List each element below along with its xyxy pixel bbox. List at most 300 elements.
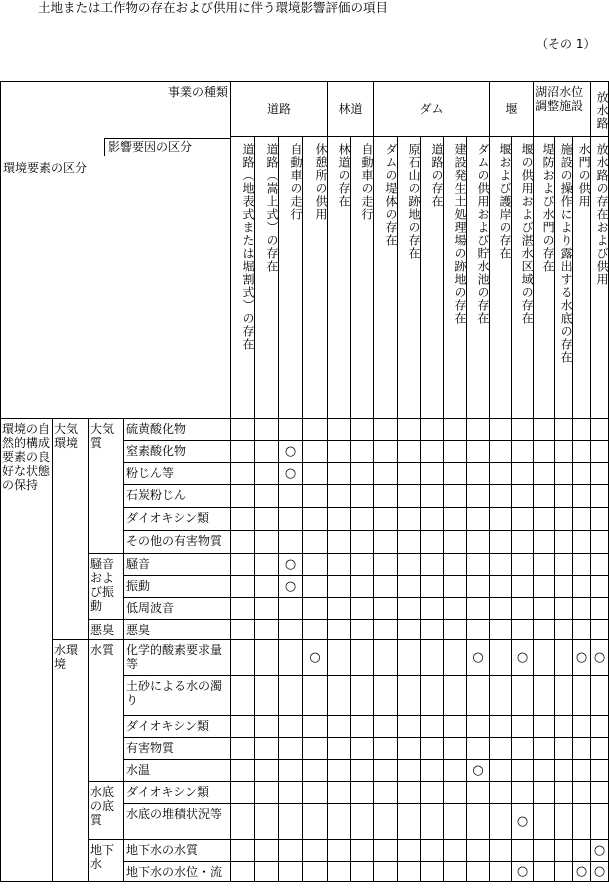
column-header-11: 堰および護岸の存在: [490, 137, 512, 419]
cell-r11-c5: [351, 676, 374, 716]
cell-r1-c1: [255, 441, 279, 463]
cell-r14-c2: [279, 760, 303, 782]
cell-r11-c15: [573, 676, 591, 716]
item-label: 水底の堆積状況等: [124, 804, 231, 840]
cell-r1-c6: [374, 441, 398, 463]
cell-r13-c1: [255, 738, 279, 760]
cell-r0-c8: [421, 419, 444, 441]
cell-r17-c11: [490, 840, 512, 862]
column-header-9: 建設発生土処理場の跡地の存在: [444, 137, 467, 419]
cell-r6-c8: [421, 554, 444, 576]
assessment-mark: ○: [591, 840, 609, 862]
cell-r1-c9: [444, 441, 467, 463]
cell-r16-c11: [490, 804, 512, 840]
group-forest-road: 林道: [328, 82, 374, 137]
cell-r2-c3: [303, 463, 328, 485]
cell-r7-c12: [512, 576, 534, 598]
assessment-mark: ○: [303, 640, 328, 676]
cell-r1-c4: [328, 441, 351, 463]
cell-r0-c16: [591, 419, 609, 441]
item-label: 地下水の水質: [124, 840, 231, 862]
cell-r14-c4: [328, 760, 351, 782]
cell-r5-c5: [351, 531, 374, 554]
cell-r3-c16: [591, 485, 609, 508]
cell-r12-c16: [591, 716, 609, 738]
cell-r12-c13: [534, 716, 555, 738]
cell-r18-c10: [467, 862, 490, 882]
cell-r2-c8: [421, 463, 444, 485]
cell-r3-c12: [512, 485, 534, 508]
cell-r17-c13: [534, 840, 555, 862]
cell-r16-c3: [303, 804, 328, 840]
column-header-1: 道路（嵩上式）の存在: [255, 137, 279, 419]
page-title: 土地または工作物の存在および供用に伴う環境影響評価の項目: [38, 0, 389, 15]
assessment-mark: ○: [591, 640, 609, 676]
env-label: 環境要素の区分: [3, 161, 88, 175]
table-row: [1, 840, 609, 862]
cell-r16-c4: [328, 804, 351, 840]
item-label: 土砂による水の濁り: [124, 676, 231, 716]
cell-r9-c8: [421, 620, 444, 640]
category-water-env: 水環境: [53, 640, 89, 882]
cell-r1-c13: [534, 441, 555, 463]
cell-r1-c7: [398, 441, 421, 463]
cell-r8-c14: [555, 598, 573, 620]
cell-r3-c15: [573, 485, 591, 508]
column-header-12: 堰の供用および湛水区域の存在: [512, 137, 534, 419]
cell-r1-c8: [421, 441, 444, 463]
cell-r7-c16: [591, 576, 609, 598]
cell-r9-c5: [351, 620, 374, 640]
cell-r5-c11: [490, 531, 512, 554]
cell-r0-c13: [534, 419, 555, 441]
cell-r11-c14: [555, 676, 573, 716]
cell-r18-c13: [534, 862, 555, 882]
cell-r9-c7: [398, 620, 421, 640]
item-label: 水温: [124, 760, 231, 782]
cell-r2-c1: [255, 463, 279, 485]
cell-r10-c7: [398, 640, 421, 676]
cell-r14-c9: [444, 760, 467, 782]
item-label: 粉じん等: [124, 463, 231, 485]
cell-r0-c9: [444, 419, 467, 441]
cell-r1-c15: [573, 441, 591, 463]
cell-r15-c8: [421, 782, 444, 804]
cell-r13-c6: [374, 738, 398, 760]
cell-r12-c11: [490, 716, 512, 738]
cell-r0-c11: [490, 419, 512, 441]
cell-r9-c15: [573, 620, 591, 640]
cell-r18-c14: [555, 862, 573, 882]
item-label: ダイオキシン類: [124, 782, 231, 804]
cell-r4-c15: [573, 508, 591, 531]
cell-r15-c12: [512, 782, 534, 804]
header-diagonal-cell: [1, 82, 231, 419]
cell-r17-c14: [555, 840, 573, 862]
cell-r2-c6: [374, 463, 398, 485]
cell-r12-c2: [279, 716, 303, 738]
cell-r15-c6: [374, 782, 398, 804]
cell-r7-c3: [303, 576, 328, 598]
cell-r8-c9: [444, 598, 467, 620]
cell-r12-c10: [467, 716, 490, 738]
cell-r15-c10: [467, 782, 490, 804]
cell-r4-c14: [555, 508, 573, 531]
group-floodway: 放水路: [591, 82, 609, 137]
cell-r12-c0: [231, 716, 255, 738]
cell-r13-c10: [467, 738, 490, 760]
assessment-mark: ○: [573, 862, 591, 882]
cell-r17-c2: [279, 840, 303, 862]
cell-r10-c2: [279, 640, 303, 676]
assessment-mark: ○: [512, 640, 534, 676]
cell-r0-c2: [279, 419, 303, 441]
cell-r14-c6: [374, 760, 398, 782]
cell-r12-c12: [512, 716, 534, 738]
cell-r4-c0: [231, 508, 255, 531]
cell-r5-c16: [591, 531, 609, 554]
cell-r16-c2: [279, 804, 303, 840]
cell-r18-c0: [231, 862, 255, 882]
cell-r5-c9: [444, 531, 467, 554]
cell-r12-c6: [374, 716, 398, 738]
cell-r3-c13: [534, 485, 555, 508]
cell-r17-c7: [398, 840, 421, 862]
cell-r14-c11: [490, 760, 512, 782]
column-header-4: 林道の存在: [328, 137, 351, 419]
cell-r8-c12: [512, 598, 534, 620]
cell-r13-c11: [490, 738, 512, 760]
category-air-quality: 大気質: [89, 419, 124, 554]
cell-r11-c6: [374, 676, 398, 716]
cell-r2-c15: [573, 463, 591, 485]
assessment-mark: ○: [279, 441, 303, 463]
cell-r7-c11: [490, 576, 512, 598]
cell-r5-c0: [231, 531, 255, 554]
cell-r6-c4: [328, 554, 351, 576]
item-label: ダイオキシン類: [124, 716, 231, 738]
cell-r2-c10: [467, 463, 490, 485]
cell-r0-c5: [351, 419, 374, 441]
cell-r8-c8: [421, 598, 444, 620]
cell-r8-c15: [573, 598, 591, 620]
cell-r16-c14: [555, 804, 573, 840]
cell-r18-c9: [444, 862, 467, 882]
group-lake-facility: 湖沼水位調整施設: [534, 82, 591, 137]
column-header-5: 自動車の走行: [351, 137, 374, 419]
cell-r6-c3: [303, 554, 328, 576]
cell-r10-c13: [534, 640, 555, 676]
cell-r7-c5: [351, 576, 374, 598]
cell-r1-c11: [490, 441, 512, 463]
cell-r2-c13: [534, 463, 555, 485]
cell-r1-c12: [512, 441, 534, 463]
cell-r17-c0: [231, 840, 255, 862]
cell-r14-c1: [255, 760, 279, 782]
item-label: 悪臭: [124, 620, 231, 640]
table-row: [1, 640, 609, 676]
cell-r14-c0: [231, 760, 255, 782]
cell-r8-c0: [231, 598, 255, 620]
cell-r7-c6: [374, 576, 398, 598]
column-header-7: 原石山の跡地の存在: [398, 137, 421, 419]
cell-r16-c10: [467, 804, 490, 840]
cell-r7-c9: [444, 576, 467, 598]
cell-r5-c4: [328, 531, 351, 554]
cell-r15-c9: [444, 782, 467, 804]
cell-r6-c13: [534, 554, 555, 576]
cell-r13-c16: [591, 738, 609, 760]
item-label: ダイオキシン類: [124, 508, 231, 531]
cell-r15-c1: [255, 782, 279, 804]
cell-r15-c2: [279, 782, 303, 804]
cell-r3-c1: [255, 485, 279, 508]
cell-r3-c7: [398, 485, 421, 508]
cell-r11-c9: [444, 676, 467, 716]
assessment-mark: ○: [573, 640, 591, 676]
cell-r7-c1: [255, 576, 279, 598]
cell-r12-c5: [351, 716, 374, 738]
cell-r1-c5: [351, 441, 374, 463]
cell-r10-c8: [421, 640, 444, 676]
cell-r11-c11: [490, 676, 512, 716]
cell-r14-c13: [534, 760, 555, 782]
cell-r11-c13: [534, 676, 555, 716]
cell-r13-c3: [303, 738, 328, 760]
cell-r6-c11: [490, 554, 512, 576]
cell-r8-c4: [328, 598, 351, 620]
item-label: 有害物質: [124, 738, 231, 760]
assessment-mark: ○: [279, 463, 303, 485]
cell-r14-c3: [303, 760, 328, 782]
category-water-quality: 水質: [89, 640, 124, 782]
part-label: （その 1）: [536, 37, 596, 51]
cell-r5-c8: [421, 531, 444, 554]
cell-r15-c5: [351, 782, 374, 804]
cell-r8-c7: [398, 598, 421, 620]
cell-r3-c14: [555, 485, 573, 508]
cell-r10-c14: [555, 640, 573, 676]
cell-r9-c4: [328, 620, 351, 640]
cell-r0-c3: [303, 419, 328, 441]
cell-r11-c4: [328, 676, 351, 716]
cell-r11-c0: [231, 676, 255, 716]
cell-r16-c13: [534, 804, 555, 840]
assessment-mark: ○: [512, 862, 534, 882]
table-row: [1, 782, 609, 804]
cell-r4-c11: [490, 508, 512, 531]
cell-r2-c11: [490, 463, 512, 485]
cell-r13-c5: [351, 738, 374, 760]
cell-r15-c16: [591, 782, 609, 804]
category-odor: 悪臭: [89, 620, 124, 640]
cell-r4-c12: [512, 508, 534, 531]
cell-r18-c4: [328, 862, 351, 882]
cell-r16-c1: [255, 804, 279, 840]
item-label: 窒素酸化物: [124, 441, 231, 463]
cell-r18-c1: [255, 862, 279, 882]
cell-r14-c7: [398, 760, 421, 782]
cell-r7-c4: [328, 576, 351, 598]
column-header-2: 自動車の走行: [279, 137, 303, 419]
assessment-mark: ○: [279, 554, 303, 576]
item-label: その他の有害物質: [124, 531, 231, 554]
cell-r6-c12: [512, 554, 534, 576]
cell-r4-c8: [421, 508, 444, 531]
table-row: [1, 554, 609, 576]
cell-r9-c16: [591, 620, 609, 640]
cell-r9-c2: [279, 620, 303, 640]
item-label: 低周波音: [124, 598, 231, 620]
cell-r7-c8: [421, 576, 444, 598]
cell-r13-c7: [398, 738, 421, 760]
cell-r5-c10: [467, 531, 490, 554]
cell-r5-c14: [555, 531, 573, 554]
cell-r0-c14: [555, 419, 573, 441]
cell-r7-c0: [231, 576, 255, 598]
column-header-10: ダムの供用および貯水池の存在: [467, 137, 490, 419]
cell-r10-c0: [231, 640, 255, 676]
cell-r3-c8: [421, 485, 444, 508]
cell-r17-c8: [421, 840, 444, 862]
cell-r13-c0: [231, 738, 255, 760]
cell-r0-c7: [398, 419, 421, 441]
cell-r10-c6: [374, 640, 398, 676]
cell-r16-c7: [398, 804, 421, 840]
item-label: 石炭粉じん: [124, 485, 231, 508]
cell-r10-c1: [255, 640, 279, 676]
cell-r6-c10: [467, 554, 490, 576]
item-label: 化学的酸素要求量等: [124, 640, 231, 676]
cell-r16-c9: [444, 804, 467, 840]
category-groundwater: 地下水: [89, 840, 124, 882]
cell-r11-c8: [421, 676, 444, 716]
cell-r9-c11: [490, 620, 512, 640]
cell-r12-c1: [255, 716, 279, 738]
cell-r12-c4: [328, 716, 351, 738]
cell-r9-c1: [255, 620, 279, 640]
cell-r1-c0: [231, 441, 255, 463]
cell-r8-c10: [467, 598, 490, 620]
cell-r17-c1: [255, 840, 279, 862]
cell-r14-c15: [573, 760, 591, 782]
assessment-mark: ○: [467, 760, 490, 782]
cell-r2-c4: [328, 463, 351, 485]
cell-r3-c10: [467, 485, 490, 508]
cell-r13-c2: [279, 738, 303, 760]
cell-r4-c9: [444, 508, 467, 531]
assessment-table: [0, 81, 609, 882]
table-row: [1, 620, 609, 640]
cell-r8-c1: [255, 598, 279, 620]
cell-r13-c8: [421, 738, 444, 760]
cell-r5-c2: [279, 531, 303, 554]
column-header-13: 堤防および水門の存在: [534, 137, 555, 419]
cell-r2-c14: [555, 463, 573, 485]
cell-r11-c2: [279, 676, 303, 716]
cell-r10-c4: [328, 640, 351, 676]
cell-r17-c9: [444, 840, 467, 862]
column-header-15: 水門の供用: [573, 137, 591, 419]
cell-r4-c2: [279, 508, 303, 531]
cell-r9-c0: [231, 620, 255, 640]
cell-r8-c13: [534, 598, 555, 620]
cell-r2-c7: [398, 463, 421, 485]
cell-r0-c10: [467, 419, 490, 441]
cell-r8-c16: [591, 598, 609, 620]
column-header-8: 道路の存在: [421, 137, 444, 419]
cell-r16-c16: [591, 804, 609, 840]
cell-r14-c8: [421, 760, 444, 782]
cell-r14-c16: [591, 760, 609, 782]
cell-r18-c5: [351, 862, 374, 882]
cell-r15-c0: [231, 782, 255, 804]
cell-r5-c1: [255, 531, 279, 554]
cell-r3-c3: [303, 485, 328, 508]
cell-r11-c12: [512, 676, 534, 716]
cell-r5-c13: [534, 531, 555, 554]
cell-r2-c16: [591, 463, 609, 485]
cell-r3-c9: [444, 485, 467, 508]
cell-r11-c16: [591, 676, 609, 716]
cell-r9-c13: [534, 620, 555, 640]
cell-r12-c7: [398, 716, 421, 738]
cell-r12-c14: [555, 716, 573, 738]
cell-r9-c3: [303, 620, 328, 640]
cell-r18-c3: [303, 862, 328, 882]
cell-r8-c6: [374, 598, 398, 620]
cell-r4-c7: [398, 508, 421, 531]
cell-r0-c15: [573, 419, 591, 441]
cell-r8-c3: [303, 598, 328, 620]
cell-r4-c13: [534, 508, 555, 531]
group-weir: 堰: [490, 82, 534, 137]
cell-r15-c14: [555, 782, 573, 804]
cell-r9-c6: [374, 620, 398, 640]
cell-r1-c10: [467, 441, 490, 463]
category-l1: 環境の自然的構成要素の良好な状態の保持: [1, 419, 53, 882]
cell-r5-c15: [573, 531, 591, 554]
cell-r7-c13: [534, 576, 555, 598]
cell-r6-c7: [398, 554, 421, 576]
cell-r7-c7: [398, 576, 421, 598]
cell-r15-c4: [328, 782, 351, 804]
cell-r3-c4: [328, 485, 351, 508]
group-road: 道路: [231, 82, 328, 137]
cell-r8-c5: [351, 598, 374, 620]
cell-r16-c6: [374, 804, 398, 840]
cell-r3-c2: [279, 485, 303, 508]
cell-r13-c15: [573, 738, 591, 760]
assessment-mark: ○: [467, 640, 490, 676]
category-air-env: 大気環境: [53, 419, 89, 640]
cell-r1-c14: [555, 441, 573, 463]
cell-r11-c3: [303, 676, 328, 716]
column-header-16: 放水路の存在および供用: [591, 137, 609, 419]
cell-r4-c10: [467, 508, 490, 531]
cell-r1-c16: [591, 441, 609, 463]
cell-r12-c9: [444, 716, 467, 738]
cell-r11-c7: [398, 676, 421, 716]
column-header-0: 道路（地表式または堀割式）の存在: [231, 137, 255, 419]
cell-r16-c0: [231, 804, 255, 840]
cell-r6-c5: [351, 554, 374, 576]
cell-r12-c15: [573, 716, 591, 738]
cell-r12-c3: [303, 716, 328, 738]
cell-r17-c12: [512, 840, 534, 862]
cell-r7-c10: [467, 576, 490, 598]
cell-r18-c2: [279, 862, 303, 882]
